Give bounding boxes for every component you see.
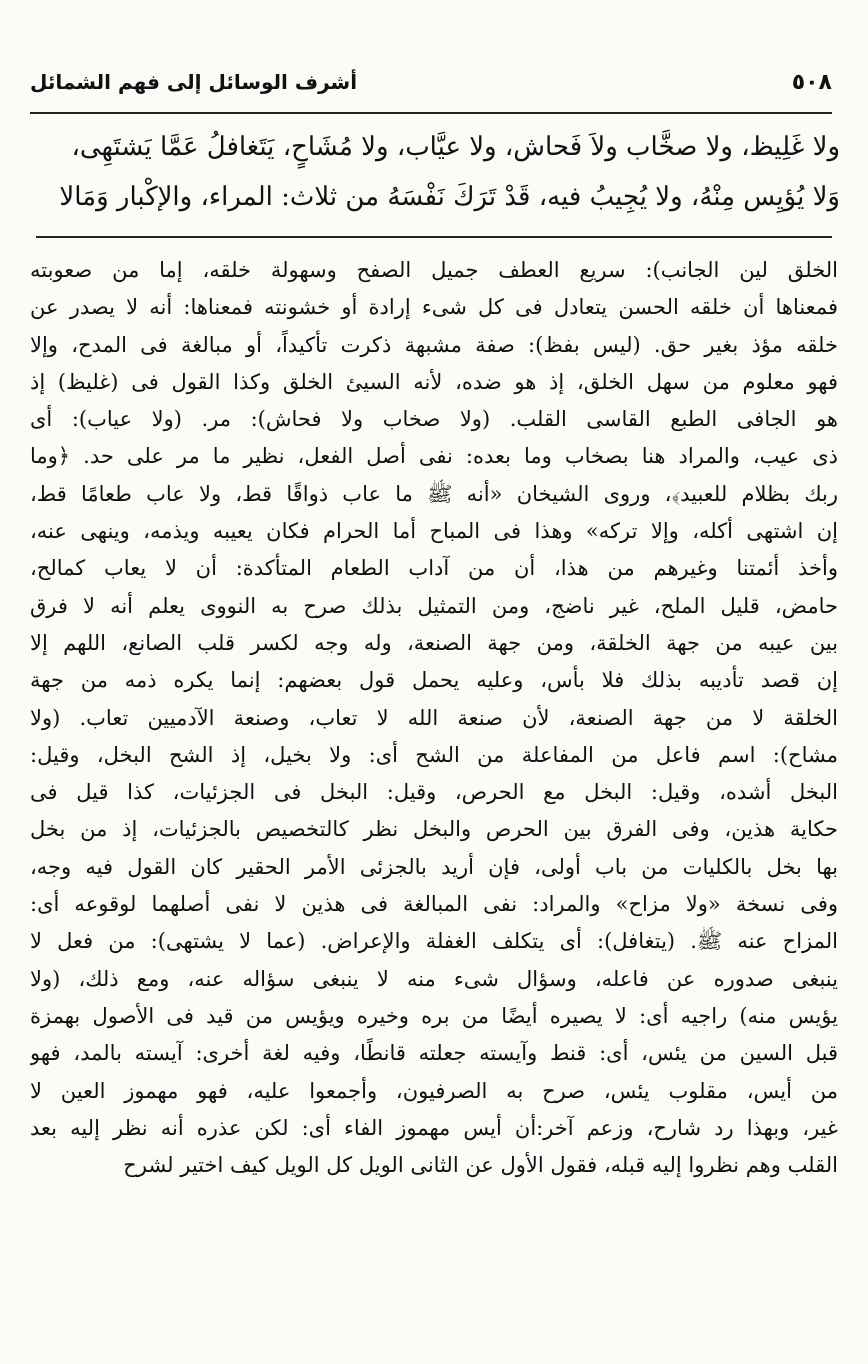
commentary-line: إن قصد تأديبه بذلك فلا بأس، وعليه يحمل قول بعضهم: إنما يكره ذمه من جهة bbox=[30, 668, 838, 693]
commentary-line: المزاح عنه ﷺ. (يتغافل): أى يتكلف الغفلة والإعراض. (عما لا يشتهى): من فعل لا bbox=[30, 929, 838, 954]
commentary-line: قبل السين من يئس، أى: قنط وآيسته جعلته قانطًا، وفيه لغة أخرى: آيسته بالمد، فهو bbox=[30, 1041, 838, 1066]
commentary-line: ينبغى صدوره عن فاعله، وسؤال شىء منه لا ينبغى سؤاله عنه، ومع ذلك، (ولا bbox=[30, 966, 838, 991]
commentary-line: وفى نسخة «ولا مزاح» والمراد: نفى المبالغة فى هذين لا نفى أصلهما لوقوعه أى: bbox=[30, 892, 838, 917]
commentary-line: فهو معلوم من سهل الخلق، إذ هو ضده، لأنه السيئ الخلق وكذا القول فى (غليظ) إذ bbox=[30, 369, 838, 394]
separator-rule bbox=[36, 236, 832, 238]
matn-line: وَلا يُؤيِس مِنْهُ، ولا يُجِيبُ فيه، قَدْ تَرَكَ نَفْسَهُ من ثلاث: المراء، والإكْبار وَمَالا bbox=[59, 182, 840, 212]
commentary-line: بين عيبه من جهة الخلقة، ومن جهة الصنعة، وله وجه لكسر قلب الصانع، اللهم إلا bbox=[30, 630, 838, 655]
commentary-text bbox=[30, 252, 838, 1184]
commentary-line: حامض، قليل الملح، غير ناضج، ومن التمثيل بذلك صرح به النووى يعلم أنه لا فرق bbox=[30, 593, 838, 618]
commentary-line: خلقه مؤذ بغير حق. (ليس بفظ): صفة مشبهة ذكرت تأكيداً، أو مبالغة فى المدح، وإلا bbox=[30, 332, 838, 357]
page-number: ٥٠٨ bbox=[791, 70, 832, 95]
running-title: أشرف الوسائل إلى فهم الشمائل bbox=[30, 70, 358, 94]
commentary-line: حكاية هذين، وفى الفرق بين الحرص والبخل نظر كالتخصيص بالجزئيات، إذ من بخل bbox=[30, 817, 838, 842]
commentary-line: القلب وهم نظروا إليه قبله، فقول الأول عن الثانى الويل كل الويل كيف اختير لشرح bbox=[123, 1153, 838, 1178]
commentary-line: الخلق لين الجانب): سريع العطف جميل الصفح وسهولة خلقه، إما من صعوبته bbox=[30, 258, 838, 282]
commentary-line: إن اشتهى أكله، وإلا تركه» وهذا فى المباح أما الحرام فكان يعيبه ويذمه، وينهى عنه، bbox=[30, 519, 838, 544]
commentary-line: وأخذ أئمتنا وغيرهم من هذا، أن من آداب الطعام المتأكدة: أن لا يعاب كمالح، bbox=[30, 556, 838, 581]
commentary-line: البخل أشده، وقيل: البخل مع الحرص، وقيل: البخل فى الجزئيات، كذا قيل فى bbox=[30, 780, 838, 805]
commentary-line: بها بخل بالكليات من باب أولى، فإن أريد بالجزئى الأمر الحقير كان القول فيه وجه، bbox=[30, 854, 838, 879]
commentary-line: مشاح): اسم فاعل من المفاعلة من الشح أى: ولا بخيل، إذ الشح البخل، وقيل: bbox=[30, 742, 838, 767]
matn-text bbox=[28, 122, 840, 222]
commentary-line: الخلقة لا من جهة الصنعة، لأن صنعة الله لا تعاب، وصنعة الآدميين تعاب. (ولا bbox=[30, 705, 838, 730]
matn-line: ولا غَلِيظ، ولا صخَّاب ولاَ فَحاش، ولا عيَّاب، ولا مُشَاحٍ، يَتَغافلُ عَمَّا يَشتَهِى، bbox=[71, 132, 840, 162]
commentary-line: ذى عيب، والمراد هنا بصخاب وما بعده: نفى أصل الفعل، نظير ما مر على حد. ﴿وما bbox=[30, 444, 838, 469]
commentary-line: فمعناها أن خلقه الحسن يتعادل فى كل شىء إرادة أو خشونته فمعناها: أنه لا يصدر عن bbox=[30, 295, 838, 320]
commentary-line: غير، وبهذا رد شارح، وزعم آخر:أن أيس مهموز الفاء أى: لكن عذره أنه نظر إليه بعد bbox=[30, 1115, 838, 1140]
commentary-line: ربك بظلام للعبيد﴾، وروى الشيخان «أنه ﷺ ما عاب ذواقًا قط، ولا عاب طعامًا قط، bbox=[30, 481, 838, 506]
page-header bbox=[30, 66, 832, 114]
commentary-line: هو الجافى الطبع القاسى القلب. (ولا صخاب ولا فحاش): مر. (ولا عياب): أى bbox=[30, 407, 838, 432]
commentary-line: يؤيس منه) راجيه أى: لا يصيره أيضًا من بره وخيره ويؤيس من قيد فى الأصول بهمزة bbox=[30, 1003, 838, 1028]
commentary-line: من أيس، مقلوب يئس، صرح به الصرفيون، وأجمعوا عليه، فهو مهموز العين لا bbox=[30, 1078, 838, 1103]
